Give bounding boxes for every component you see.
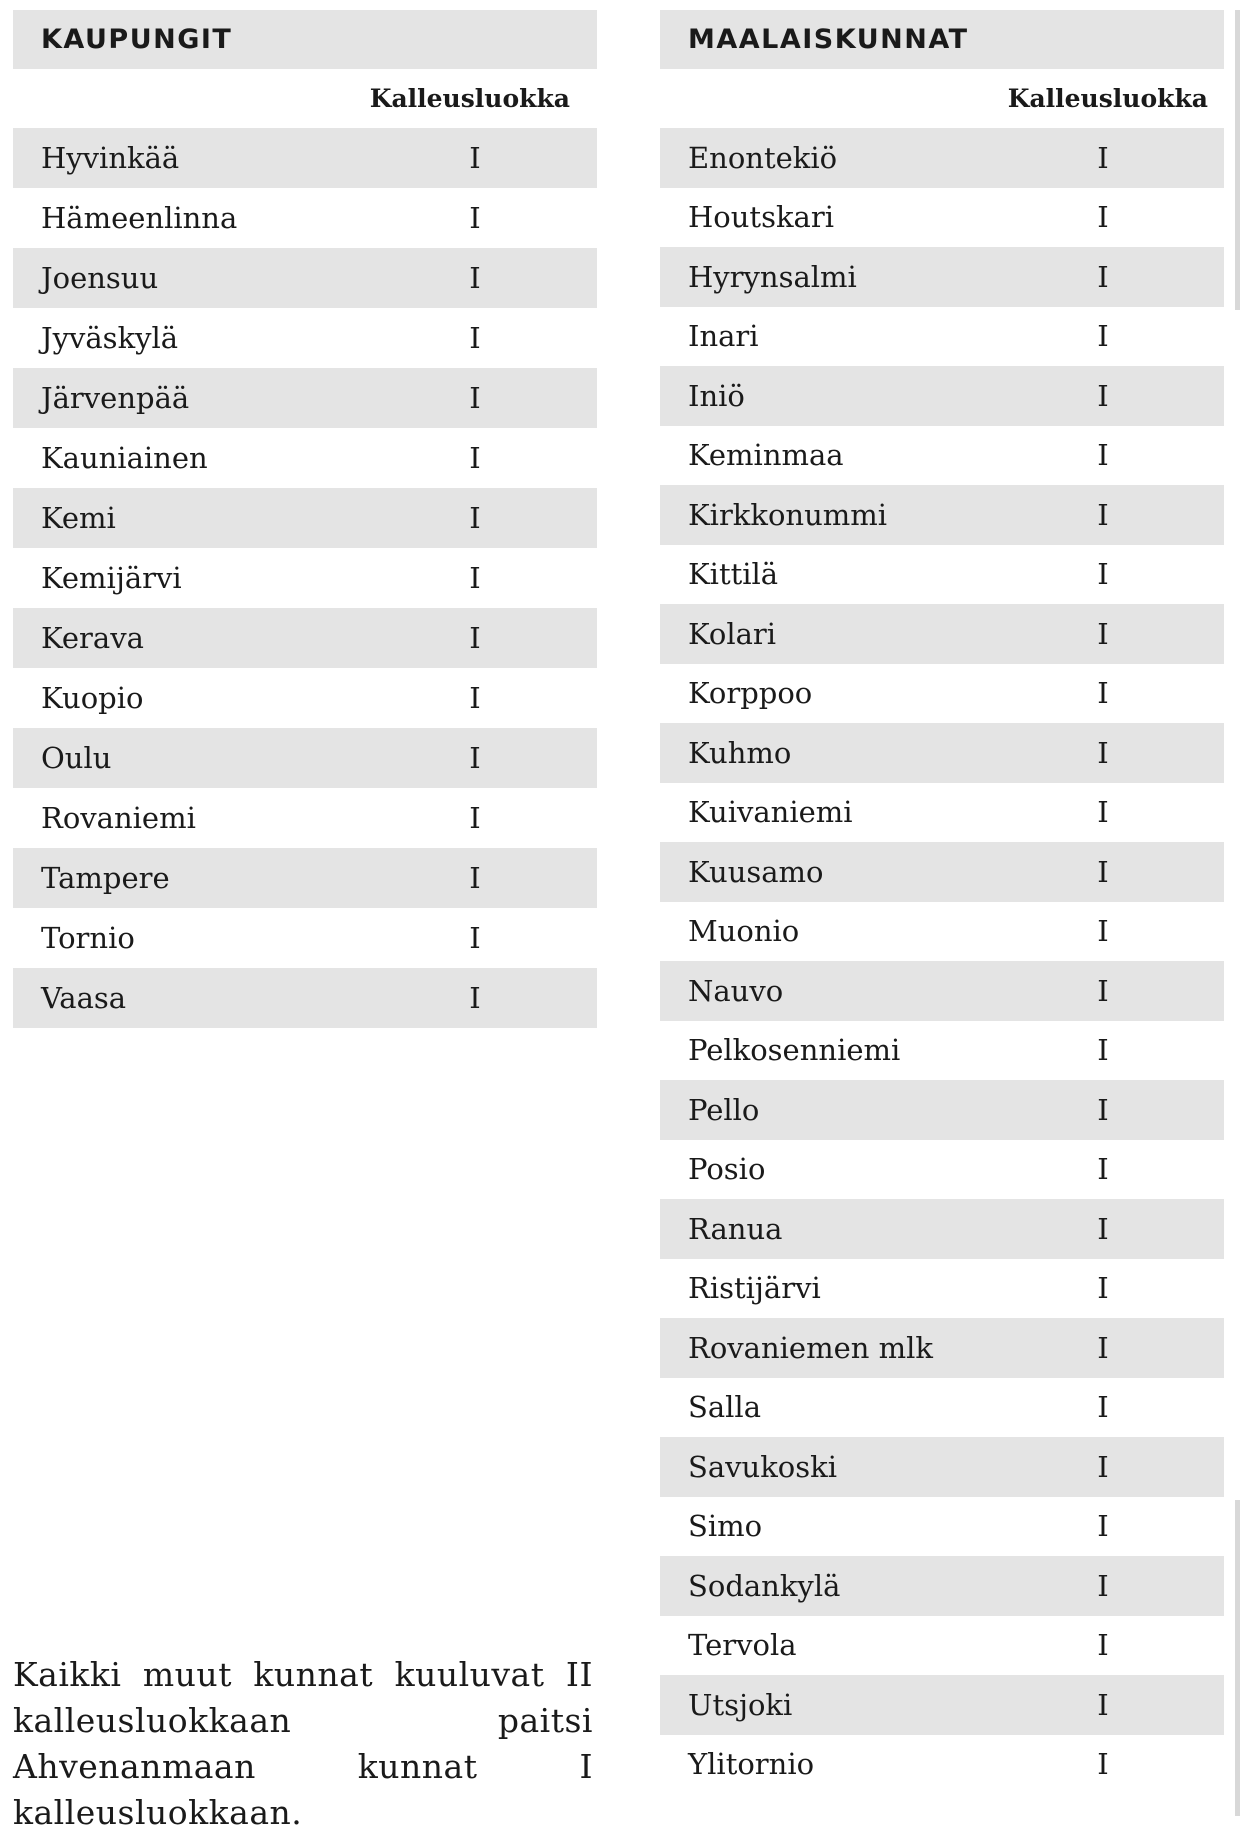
municipality-name: Kuhmo xyxy=(688,735,792,770)
class-value: I xyxy=(469,681,481,715)
class-value: I xyxy=(1097,914,1109,949)
municipality-name: Ristijärvi xyxy=(688,1271,821,1306)
table-row xyxy=(660,1318,1224,1378)
table-row xyxy=(660,1735,1224,1795)
table-row xyxy=(660,247,1224,307)
municipality-name: Kemi xyxy=(41,501,116,535)
municipality-name: Pelkosenniemi xyxy=(688,1033,901,1068)
municipality-name: Hyvinkää xyxy=(41,141,180,175)
class-value: I xyxy=(1097,1747,1109,1782)
class-value: I xyxy=(1097,319,1109,354)
class-value: I xyxy=(469,801,481,835)
page-edge-mark xyxy=(1235,1500,1240,1816)
municipality-name: Keminmaa xyxy=(688,438,844,473)
municipality-name: Kolari xyxy=(688,616,777,651)
table-row xyxy=(660,1021,1224,1081)
class-value: I xyxy=(1097,1033,1109,1068)
table-row xyxy=(660,902,1224,962)
municipality-name: Nauvo xyxy=(688,973,784,1008)
class-value: I xyxy=(469,261,481,295)
municipality-name: Kemijärvi xyxy=(41,561,182,595)
municipality-name: Joensuu xyxy=(41,261,159,295)
table-row xyxy=(660,545,1224,605)
municipality-name: Kuopio xyxy=(41,681,144,715)
municipality-name: Tornio xyxy=(41,921,135,955)
class-value: I xyxy=(469,561,481,595)
table-row xyxy=(13,428,597,488)
municipality-name: Tervola xyxy=(688,1628,797,1663)
municipality-name: Iniö xyxy=(688,378,745,413)
table-row xyxy=(660,128,1224,188)
municipality-name: Vaasa xyxy=(41,981,127,1015)
cities-header: KAUPUNGIT xyxy=(13,10,597,69)
class-value: I xyxy=(469,501,481,535)
class-value: I xyxy=(1097,1449,1109,1484)
table-row xyxy=(660,366,1224,426)
municipality-name: Ranua xyxy=(688,1211,783,1246)
class-value: I xyxy=(469,861,481,895)
municipality-name: Muonio xyxy=(688,914,800,949)
class-value: I xyxy=(469,441,481,475)
table-row xyxy=(13,368,597,428)
table-row xyxy=(13,188,597,248)
class-value: I xyxy=(469,321,481,355)
table-row xyxy=(13,488,597,548)
class-value: I xyxy=(469,201,481,235)
class-value: I xyxy=(1097,1092,1109,1127)
municipality-name: Korppoo xyxy=(688,676,813,711)
class-value: I xyxy=(1097,1568,1109,1603)
table-row xyxy=(660,723,1224,783)
table-row xyxy=(13,308,597,368)
table-row xyxy=(660,1378,1224,1438)
table-row xyxy=(660,1556,1224,1616)
table-row xyxy=(13,668,597,728)
table-row xyxy=(660,783,1224,843)
table-row xyxy=(660,1675,1224,1735)
table-row xyxy=(660,1140,1224,1200)
table-row xyxy=(13,968,597,1028)
municipality-name: Inari xyxy=(688,319,759,354)
municipality-name: Rovaniemi xyxy=(41,801,196,835)
class-value: I xyxy=(469,141,481,175)
municipality-name: Kerava xyxy=(41,621,144,655)
class-value: I xyxy=(1097,854,1109,889)
table-row xyxy=(660,842,1224,902)
municipality-name: Oulu xyxy=(41,741,112,775)
class-value: I xyxy=(1097,1211,1109,1246)
municipality-name: Kittilä xyxy=(688,557,779,592)
municipality-name: Kuivaniemi xyxy=(688,795,853,830)
municipality-name: Posio xyxy=(688,1152,766,1187)
municipality-name: Hyrynsalmi xyxy=(688,259,857,294)
cities-column-label: Kalleusluokka xyxy=(369,84,570,113)
class-value: I xyxy=(1097,497,1109,532)
class-value: I xyxy=(1097,1628,1109,1663)
class-value: I xyxy=(1097,676,1109,711)
table-row xyxy=(13,908,597,968)
municipality-name: Rovaniemen mlk xyxy=(688,1330,933,1365)
municipality-name: Kauniainen xyxy=(41,441,208,475)
municipality-name: Hämeenlinna xyxy=(41,201,238,235)
table-row xyxy=(660,664,1224,724)
municipality-name: Pello xyxy=(688,1092,760,1127)
municipality-name: Savukoski xyxy=(688,1449,837,1484)
table-row xyxy=(660,485,1224,545)
table-row xyxy=(660,307,1224,367)
table-row xyxy=(13,788,597,848)
class-value: I xyxy=(1097,795,1109,830)
municipality-name: Tampere xyxy=(41,861,170,895)
class-value: I xyxy=(1097,1509,1109,1544)
class-value: I xyxy=(469,921,481,955)
page-edge-mark xyxy=(1235,10,1240,310)
table-row xyxy=(660,1080,1224,1140)
class-value: I xyxy=(469,381,481,415)
class-value: I xyxy=(1097,200,1109,235)
cities-rows xyxy=(13,128,597,1028)
class-value: I xyxy=(1097,140,1109,175)
rural-column-label: Kalleusluokka xyxy=(1007,84,1208,113)
municipality-name: Järvenpää xyxy=(41,381,190,415)
cities-table xyxy=(13,10,597,1028)
municipality-name: Jyväskylä xyxy=(41,321,179,355)
class-value: I xyxy=(1097,438,1109,473)
class-value: I xyxy=(1097,1330,1109,1365)
table-row xyxy=(13,848,597,908)
municipality-name: Utsjoki xyxy=(688,1687,793,1722)
class-value: I xyxy=(1097,1271,1109,1306)
table-row xyxy=(660,188,1224,248)
class-value: I xyxy=(469,981,481,1015)
table-row xyxy=(13,248,597,308)
municipality-name: Houtskari xyxy=(688,200,834,235)
table-row xyxy=(660,1616,1224,1676)
municipality-name: Simo xyxy=(688,1509,763,1544)
class-value: I xyxy=(469,621,481,655)
rural-header: MAALAISKUNNAT xyxy=(660,10,1224,69)
class-value: I xyxy=(1097,557,1109,592)
table-row xyxy=(13,128,597,188)
rural-table xyxy=(660,10,1224,1794)
class-value: I xyxy=(1097,973,1109,1008)
municipality-name: Enontekiö xyxy=(688,140,838,175)
class-value: I xyxy=(1097,259,1109,294)
table-row xyxy=(13,548,597,608)
municipality-name: Kirkkonummi xyxy=(688,497,888,532)
municipality-name: Sodankylä xyxy=(688,1568,841,1603)
footnote: Kaikki muut kunnat kuuluvat II kalleusluokkaan paitsi Ahvenanmaan kunnat I kalleusluokkaan. xyxy=(13,1655,593,1832)
class-value: I xyxy=(1097,1687,1109,1722)
table-row xyxy=(660,604,1224,664)
municipality-name: Kuusamo xyxy=(688,854,824,889)
table-row xyxy=(660,426,1224,486)
class-value: I xyxy=(1097,378,1109,413)
class-value: I xyxy=(1097,1390,1109,1425)
table-row xyxy=(660,1437,1224,1497)
class-value: I xyxy=(1097,735,1109,770)
table-row xyxy=(13,608,597,668)
table-row xyxy=(660,1259,1224,1319)
class-value: I xyxy=(1097,1152,1109,1187)
table-row xyxy=(660,1497,1224,1557)
municipality-name: Salla xyxy=(688,1390,761,1425)
municipality-name: Ylitornio xyxy=(688,1747,815,1782)
class-value: I xyxy=(1097,616,1109,651)
rural-rows xyxy=(660,128,1224,1794)
table-row xyxy=(660,961,1224,1021)
class-value: I xyxy=(469,741,481,775)
table-row xyxy=(660,1199,1224,1259)
table-row xyxy=(13,728,597,788)
